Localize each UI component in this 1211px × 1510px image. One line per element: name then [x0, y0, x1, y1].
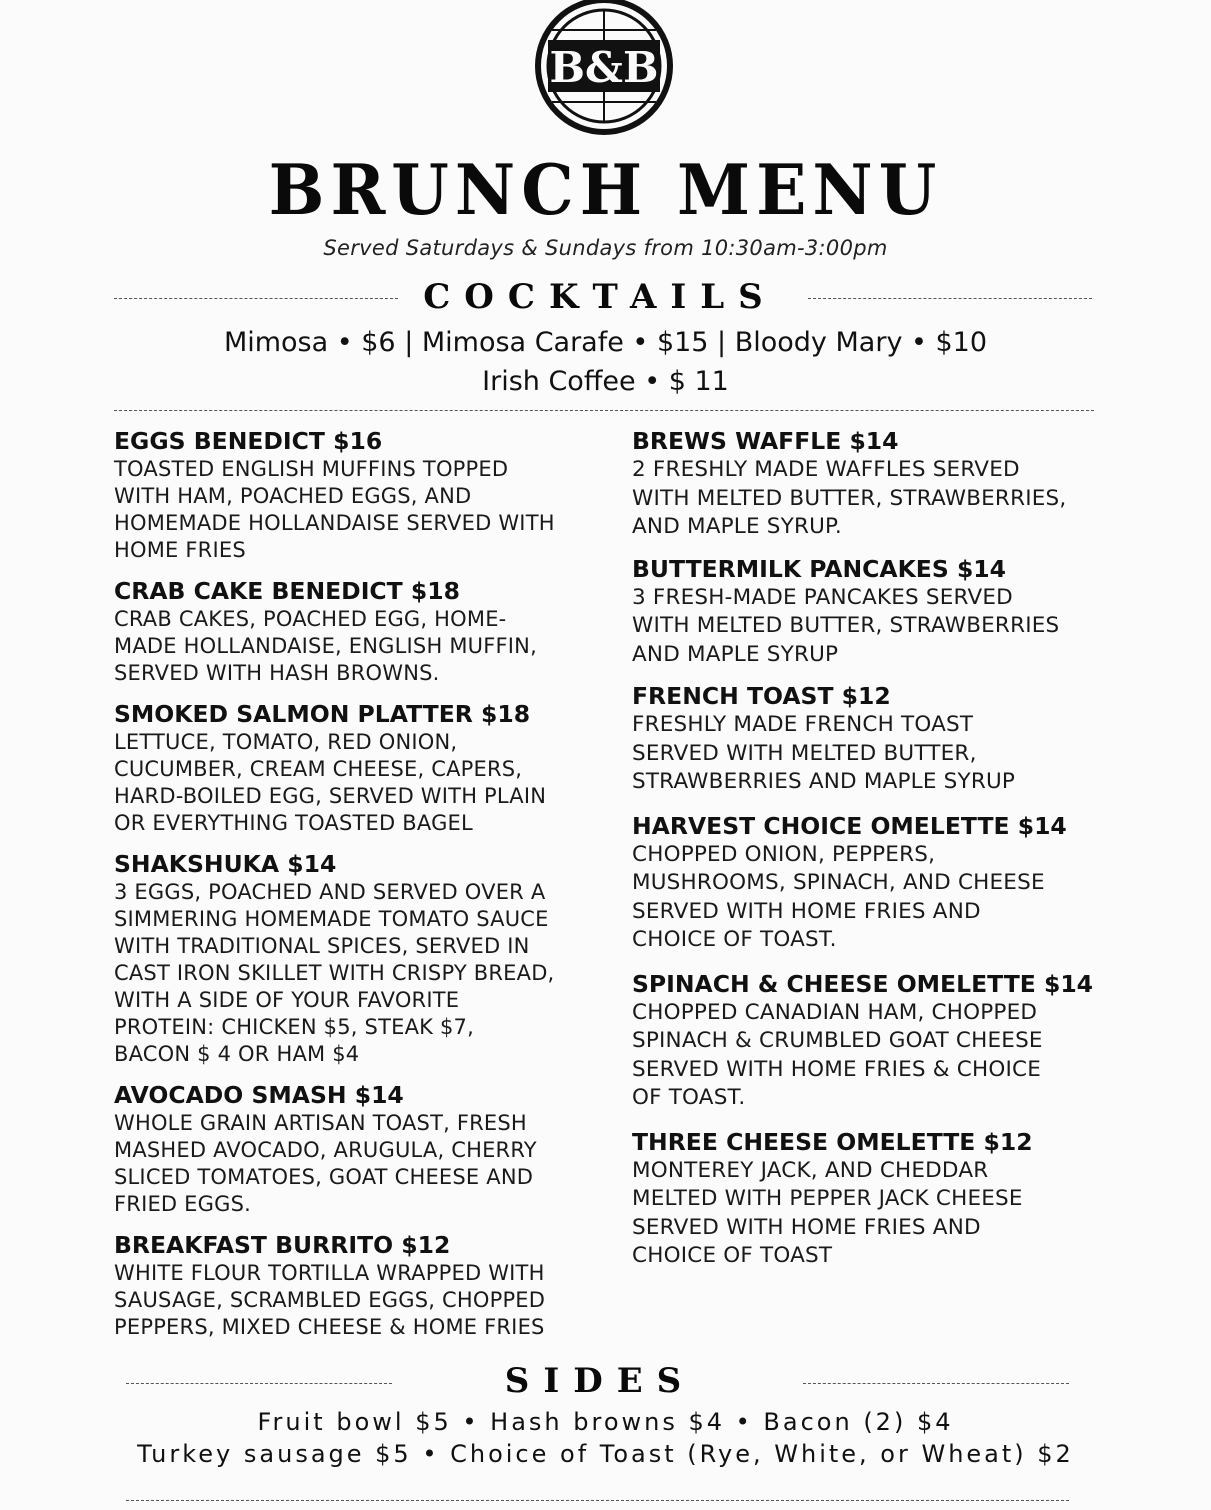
menu-item-title: HARVEST CHOICE OMELETTE $14: [632, 811, 1067, 840]
menu-item-description-line: SERVED WITH HOME FRIES AND: [632, 898, 981, 924]
menu-item-title: FRENCH TOAST $12: [632, 682, 891, 710]
menu-item: [632, 681, 1102, 797]
menu-item-description-line: OR EVERYTHING TOASTED BAGEL: [114, 811, 473, 835]
menu-item-description-line: CHOPPED CANADIAN HAM, CHOPPED: [632, 999, 1038, 1025]
menu-item-description-line: MASHED AVOCADO, ARUGULA, CHERRY: [114, 1138, 537, 1162]
menu-item-description-line: CHOICE OF TOAST.: [632, 927, 837, 952]
menu-item-description-line: MADE HOLLANDAISE, ENGLISH MUFFIN,: [114, 634, 537, 658]
menu-item-description-line: WHOLE GRAIN ARTISAN TOAST, FRESH: [114, 1111, 527, 1135]
menu-item-description-line: SERVED WITH HOME FRIES & CHOICE: [632, 1056, 1042, 1082]
menu-item: [114, 1080, 604, 1218]
menu-item: [632, 426, 1102, 542]
menu-item: [114, 576, 604, 687]
menu-item-description-line: FRESHLY MADE FRENCH TOAST: [632, 712, 974, 737]
menu-item-description-line: AND MAPLE SYRUP: [632, 641, 839, 667]
menu-divider-bottom: [126, 1500, 1069, 1501]
menu-item: [632, 969, 1102, 1113]
menu-item-description-line: MUSHROOMS, SPINACH, AND CHEESE: [632, 870, 1045, 895]
menu-item-title: EGGS BENEDICT $16: [114, 427, 383, 455]
menu-item-description-line: TOASTED ENGLISH MUFFINS TOPPED: [114, 457, 509, 481]
menu-item-description-line: PEPPERS, MIXED CHEESE & HOME FRIES: [114, 1315, 545, 1339]
menu-item-description-line: AND MAPLE SYRUP.: [632, 514, 842, 539]
menu-item: [114, 699, 604, 837]
menu-item-description-line: SERVED WITH HOME FRIES AND: [632, 1214, 981, 1240]
menu-item-title: AVOCADO SMASH $14: [114, 1081, 404, 1109]
menu-item-description-line: PROTEIN: CHICKEN $5, STEAK $7,: [114, 1015, 474, 1039]
menu-item-description-line: WITH MELTED BUTTER, STRAWBERRIES: [632, 613, 1060, 638]
cocktails-divider-right: [808, 298, 1092, 299]
menu-item-title: SPINACH & CHEESE OMELETTE $14: [632, 969, 1094, 998]
menu-item-description-line: FRIED EGGS.: [114, 1192, 251, 1216]
menu-item-description-line: CAST IRON SKILLET WITH CRISPY BREAD,: [114, 961, 555, 985]
cocktails-line-2: Irish Coffee • $ 11: [482, 366, 729, 397]
menu-item-description-line: WITH HAM, POACHED EGGS, AND: [114, 484, 472, 508]
menu-column-right: [632, 426, 1102, 1271]
menu-item-description-line: SAUSAGE, SCRAMBLED EGGS, CHOPPED: [114, 1288, 546, 1312]
menu-item-description-line: SIMMERING HOMEMADE TOMATO SAUCE: [114, 907, 549, 931]
sides-divider-left: [126, 1383, 392, 1384]
menu-item-title: THREE CHEESE OMELETTE $12: [632, 1127, 1033, 1156]
menu-item-description-line: 3 FRESH-MADE PANCAKES SERVED: [632, 584, 1013, 610]
menu-item-description-line: SLICED TOMATOES, GOAT CHEESE AND: [114, 1165, 534, 1189]
cocktails-heading: COCKTAILS: [423, 277, 777, 317]
menu-item-description-line: MELTED WITH PEPPER JACK CHEESE: [632, 1186, 1023, 1211]
menu-item-title: BUTTERMILK PANCAKES $14: [632, 554, 1007, 583]
menu-item-description-line: OF TOAST.: [632, 1085, 746, 1110]
menu-item-title: SMOKED SALMON PLATTER $18: [114, 700, 531, 728]
menu-item-description-line: WITH MELTED BUTTER, STRAWBERRIES,: [632, 485, 1067, 511]
menu-item-description-line: 2 FRESHLY MADE WAFFLES SERVED: [632, 457, 1020, 482]
sides-line-1: Fruit bowl $5 • Hash browns $4 • Bacon (2) $4: [257, 1408, 954, 1436]
sides-line-2: Turkey sausage $5 • Choice of Toast (Rye, White, or Wheat) $2: [137, 1440, 1074, 1468]
svg-text:B&B: B&B: [549, 43, 659, 92]
sides-heading: SIDES: [504, 1361, 696, 1401]
menu-item-description-line: LETTUCE, TOMATO, RED ONION,: [114, 730, 458, 754]
menu-item-description-line: BACON $ 4 OR HAM $4: [114, 1042, 360, 1066]
menu-item-description-line: WHITE FLOUR TORTILLA WRAPPED WITH: [114, 1261, 545, 1285]
page-title: BRUNCH MENU: [268, 149, 943, 231]
menu-item-description-line: WITH TRADITIONAL SPICES, SERVED IN: [114, 934, 530, 958]
menu-item-title: BREWS WAFFLE $14: [632, 427, 899, 455]
menu-item: [632, 1127, 1102, 1271]
sides-divider-right: [803, 1383, 1069, 1384]
menu-item: [632, 554, 1102, 670]
menu-item-description-line: SERVED WITH HASH BROWNS.: [114, 661, 440, 685]
menu-item: [114, 426, 604, 564]
menu-item-description-line: STRAWBERRIES AND MAPLE SYRUP: [632, 769, 1016, 794]
menu-item: [114, 1230, 604, 1341]
menu-item-description-line: CRAB CAKES, POACHED EGG, HOME-: [114, 607, 507, 631]
menu-item-description-line: SERVED WITH MELTED BUTTER,: [632, 740, 977, 766]
menu-item-description-line: HOME FRIES: [114, 538, 246, 562]
menu-item: [114, 849, 604, 1068]
bb-logo: [528, 0, 680, 148]
menu-item-description-line: MONTEREY JACK, AND CHEDDAR: [632, 1157, 989, 1183]
menu-item-description-line: SPINACH & CRUMBLED GOAT CHEESE: [632, 1028, 1043, 1053]
menu-item-description-line: HARD-BOILED EGG, SERVED WITH PLAIN: [114, 784, 547, 808]
menu-item-title: BREAKFAST BURRITO $12: [114, 1231, 451, 1259]
menu-item-description-line: CUCUMBER, CREAM CHEESE, CAPERS,: [114, 757, 523, 781]
menu-item-description-line: CHOPPED ONION, PEPPERS,: [632, 841, 936, 867]
cocktails-divider-left: [114, 298, 398, 299]
menu-item-description-line: CHOICE OF TOAST: [632, 1243, 833, 1268]
menu-item-title: SHAKSHUKA $14: [114, 850, 337, 878]
menu-item: [632, 811, 1102, 955]
menu-item-description-line: WITH A SIDE OF YOUR FAVORITE: [114, 988, 460, 1012]
menu-column-left: [114, 426, 604, 1341]
menu-item-description-line: 3 EGGS, POACHED AND SERVED OVER A: [114, 880, 546, 904]
cocktails-line-1: Mimosa • $6 | Mimosa Carafe • $15 | Bloody Mary • $10: [223, 327, 988, 358]
serving-hours: Served Saturdays & Sundays from 10:30am-3:00pm: [323, 236, 888, 260]
menu-divider-top: [114, 410, 1094, 411]
menu-item-description-line: HOMEMADE HOLLANDAISE SERVED WITH: [114, 511, 555, 535]
menu-item-title: CRAB CAKE BENEDICT $18: [114, 577, 460, 605]
